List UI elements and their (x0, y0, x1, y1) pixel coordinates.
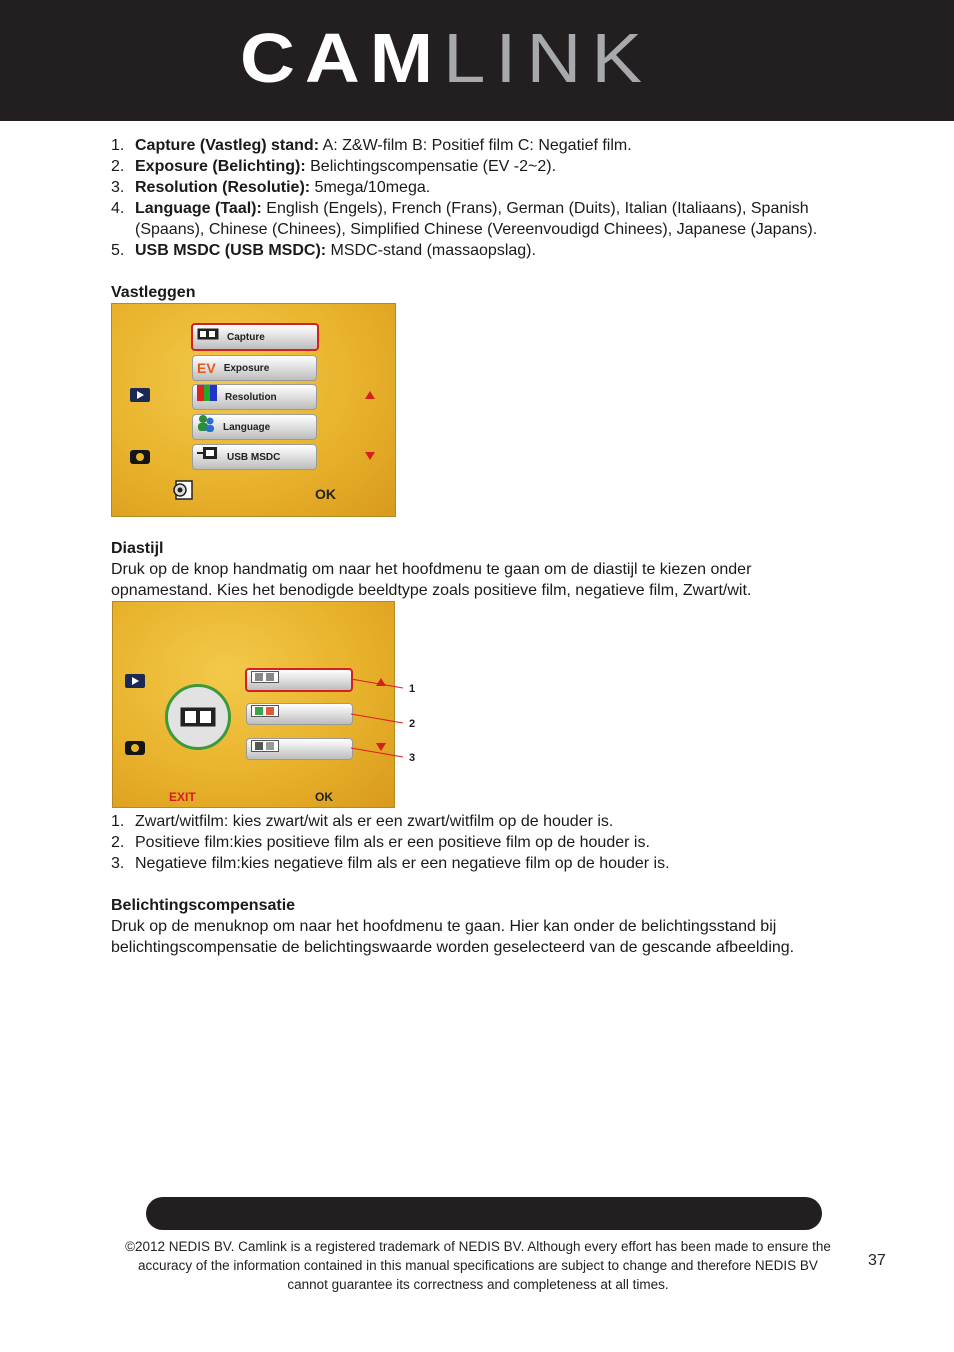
people-icon (197, 414, 215, 440)
film-type-list (111, 811, 846, 874)
list-term: Exposure (Belichting): (135, 158, 306, 175)
exit-label: EXIT (169, 790, 196, 804)
list-number: 2. (111, 834, 125, 851)
camlink-logo (240, 19, 653, 98)
usb-icon (197, 446, 219, 468)
callout-lines (111, 601, 421, 811)
menu-exposure-button (192, 355, 317, 381)
menu-label: USB MSDC (227, 451, 281, 463)
page-header (0, 0, 954, 121)
main-content (111, 135, 846, 958)
list-text: 5mega/10mega. (310, 179, 431, 196)
list-number: 5. (111, 242, 125, 259)
list-number: 4. (111, 200, 125, 217)
color-bars-icon (197, 385, 217, 409)
list-number: 1. (111, 813, 125, 830)
section-heading-diastijl: Diastijl (111, 540, 164, 557)
diastijl-body: Druk op de knop handmatig om naar het hoofdmenu te gaan om de diastijl te kiezen onder opnamestand. Kies het benodigde beeldtype zoals positieve film, negatieve film, Zwart/wit. (111, 561, 752, 599)
list-term: USB MSDC (USB MSDC): (135, 242, 327, 259)
menu-label: Capture (227, 331, 265, 343)
list-item (111, 832, 846, 853)
list-item (111, 156, 846, 177)
list-item (111, 853, 846, 874)
list-text: Zwart/witfilm: kies zwart/wit als er een zwart/witfilm op de houder is. (135, 813, 614, 830)
callout-1: 1 (409, 683, 416, 695)
logo-cam: CAM (240, 19, 444, 98)
arrow-down-icon (365, 452, 375, 460)
list-number: 2. (111, 158, 125, 175)
film-icon (197, 327, 219, 348)
play-icon (130, 388, 150, 402)
list-text: English (Engels), French (Frans), German (Duits), Italian (Italiaans), Spanish (Spaans), Chinese (Chinees), Simplified Chinese (Vereenvoudigd Chinees), Japanese (Japans). (135, 200, 818, 238)
list-text: A: Z&W-film B: Positief film C: Negatief film. (319, 137, 632, 154)
settings-menu-screenshot (111, 303, 396, 517)
ev-icon: EV (197, 359, 216, 376)
footer-copyright: ©2012 NEDIS BV. Camlink is a registered trademark of NEDIS BV. Although every effort has been made to ensure the accuracy of the information contained in this manual specifications are subject to change and therefore NEDIS BV cannot guarantee its correctness and completeness at all times. (125, 1239, 831, 1292)
list-text: Negatieve film:kies negatieve film als er een negatieve film op de houder is. (135, 855, 670, 872)
section-heading-belichting: Belichtingscompensatie (111, 897, 296, 914)
ok-label: OK (315, 790, 333, 804)
menu-resolution-button (192, 384, 317, 410)
menu-label: Resolution (225, 391, 277, 403)
camera-icon (130, 450, 150, 464)
list-item (111, 811, 846, 832)
section-heading-vastleggen: Vastleggen (111, 284, 196, 301)
list-item (111, 177, 846, 198)
belichting-body: Druk op de menuknop om naar het hoofdmenu te gaan. Hier kan onder de belichtingsstand bij belichtingscompensatie de belichtingswaarde worden geselecteerd van de gescande afbeelding. (111, 918, 795, 956)
menu-label: Language (223, 421, 271, 433)
ok-label: OK (315, 486, 336, 502)
menu-usb-msdc-button (192, 444, 317, 470)
list-text: MSDC-stand (massaopslag). (326, 242, 536, 259)
slide-type-figure (111, 601, 421, 811)
settings-list (111, 135, 846, 261)
menu-capture-button (191, 323, 319, 351)
arrow-up-icon (365, 391, 375, 399)
list-item (111, 240, 846, 261)
list-number: 3. (111, 179, 125, 196)
menu-language-button (192, 414, 317, 440)
settings-gear-icon (170, 479, 194, 507)
list-term: Resolution (Resolutie): (135, 179, 311, 196)
list-text: Belichtingscompensatie (EV -2~2). (305, 158, 557, 175)
list-item (111, 135, 846, 156)
callout-3: 3 (409, 752, 416, 764)
list-item (111, 198, 846, 240)
footer-bar (146, 1197, 822, 1230)
list-number: 3. (111, 855, 125, 872)
logo-link: LINK (443, 19, 653, 98)
page-number: 37 (868, 1252, 886, 1269)
list-term: Capture (Vastleg) stand: (135, 137, 320, 154)
menu-label: Exposure (223, 362, 270, 374)
list-term: Language (Taal): (135, 200, 262, 217)
list-number: 1. (111, 137, 125, 154)
list-text: Positieve film:kies positieve film als er een positieve film op de houder is. (135, 834, 650, 851)
callout-2: 2 (409, 718, 416, 730)
